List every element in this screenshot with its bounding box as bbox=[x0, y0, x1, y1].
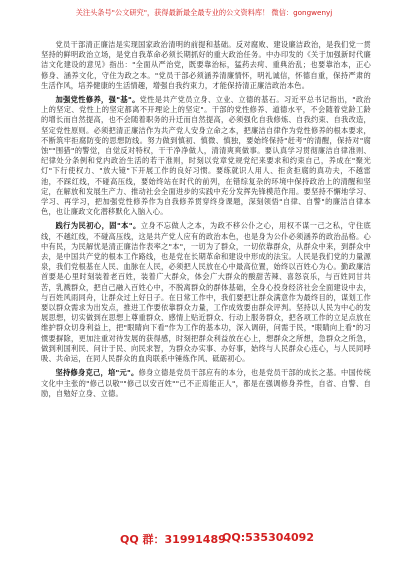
footer-contact bbox=[0, 531, 408, 549]
section-3-heading: 坚持修身克己，培"元"。 bbox=[55, 368, 139, 378]
section-2-body: 立身不忘做人之本，为政不移公仆之心，用权不谋一己之私，守住底线，不越红线，不碰高压线，这是共产党人应有的政治本色，也是身为公仆必须涵养的政治品格。心中有民，为民解忧是清正廉洁作表率之"本"，一切为了群众，一切依靠群众，从群众中来，到群众中去，是中国共产党的根本工作路线，也是党在长期革命和建设中形成的法宝。人民是我们党的力量源泉，我们党根基在人民、血脉在人民，必须把人民放在心中最高位置，始终以百姓心为心。勤政廉洁首要是心里时刻装着老百姓，装着广大群众，体会广大群众的酸甜苦辣、喜怒哀乐，与百姓同甘共苦，乳溅群众，把自己融入百姓心中，不脱离群众的群体基础，全身心投身经济社会全面建设中去，与百姓风雨同舟，让群众过上好日子。在日常工作中，我们要把让群众满意作为最终目的，谋划工作要以群众需求为出发点，推进工作要依靠群众力量，工作成效要由群众评判。坚持以人民为中心的发展思想，切实做到在思想上尊重群众、感情上贴近群众、行动上服务群众，把各项工作的立足点放在维护群众切身利益上，把"眼睛向下看"作为工作的基本功，深入调研，问需于民，"眼睛向上看"的习惯要摒除，更加注重对待发展的获得感，时刻把群众利益放在心上，想群众之所想，急群众之所急，做到利国利民、问计于民、向民求智，为群众办实事、办好事，始终与人民群众心连心，与人民同呼吸、共命运，在同人民群众的血肉联系中锤炼作风、砥砺初心。 bbox=[41, 221, 371, 364]
section-3-body: 修身立德是党员干部应有的本分，也是党员干部的成长之基。中国传统文化中主张的"修己以敬""修己以安百姓""己不正焉能正人"，都是在强调修身养性，自省、自警、自励，自勉好立身、立德。 bbox=[41, 368, 371, 398]
document-body bbox=[41, 40, 371, 399]
section-3-paragraph bbox=[41, 368, 371, 399]
footer-qq-number: QQ:535304092 bbox=[222, 531, 314, 544]
section-1-heading: 加强党性修养，强"基"。 bbox=[55, 95, 140, 105]
section-1-body: 党性是共产党员立身、立业、立德的基石。习近平总书记指出，"政治上的坚定、党性上的坚定都离不开理论上的坚定"。干部的党性修养、道德水平，不会随着党龄工龄的增长而自然提高，也不会随着职务的升迁而自然提高，必须强化自我修炼、自我约束、自我改造，坚定党性原则。必须把清正廉洁作为共产党人安身立命之本，把廉洁自律作为党性修养的根本要求，不断筑牢拒腐防变的思想防线。努力做到慎初、慎微、慎独，要始终保持"赶考"的清醒，保持对"腐蚀""围猎"的警觉，自觉反对特权，干干净净做人，清清爽爽做事。要认真学习贯彻廉洁自律准则、纪律处分条例和党内政治生活的若干准则，时刻以党章党规党纪来要求和约束自己，养成在"聚光灯"下行使权力、"放大镜"下开展工作的良好习惯。要练就识人用人、拒贪拒腐的真功夫，不越雷池，不踩红线，不碰高压线，要始终站在时代的前列，在错综复杂的环境中保持政治上的清醒和坚定，在解放和发展生产力、推动社会全面进步的实践中充分发挥先锋模范作用。要坚持不懈地学习、学习、再学习，把加强党性修养作为自我修养贯穿终身课题，深刻领悟"自律、自警"的廉洁自律本色，也让廉政文化潜移默化入脑入心。 bbox=[41, 95, 371, 217]
banner-line-1: 关注头条号"公文研究"，获得最新最全最专业的公文资料库！ 微信：gongwenyj bbox=[75, 8, 333, 17]
top-banner bbox=[0, 8, 408, 38]
section-1-paragraph bbox=[41, 95, 371, 217]
section-2-paragraph bbox=[41, 221, 371, 364]
section-2-heading: 践行为民初心，固"本"。 bbox=[55, 221, 141, 231]
footer-qq-group: QQ 群：31991489 bbox=[120, 533, 226, 546]
intro-paragraph: 党员干部清正廉洁是实现国家政治清明的前提和基础。反对腐败、建设廉洁政治，是我们党一贯坚持的鲜明政治立场，是党自我革命必须长期抓好的重大政治任务。中办印发的《关于加强新时代廉洁文化建设的意见》指出："全面从严治党，既要靠治标，猛药去疴、重典治乱；也要靠治本，正心修身、涵养文化，守住为政之本。"党员干部必须涵养清廉情怀，明礼诚信，怀德自重，保持严肃的生活作风，培养健康的生活情趣，增强自我约束力，才能保持清正廉洁政治本色。 bbox=[41, 40, 371, 90]
